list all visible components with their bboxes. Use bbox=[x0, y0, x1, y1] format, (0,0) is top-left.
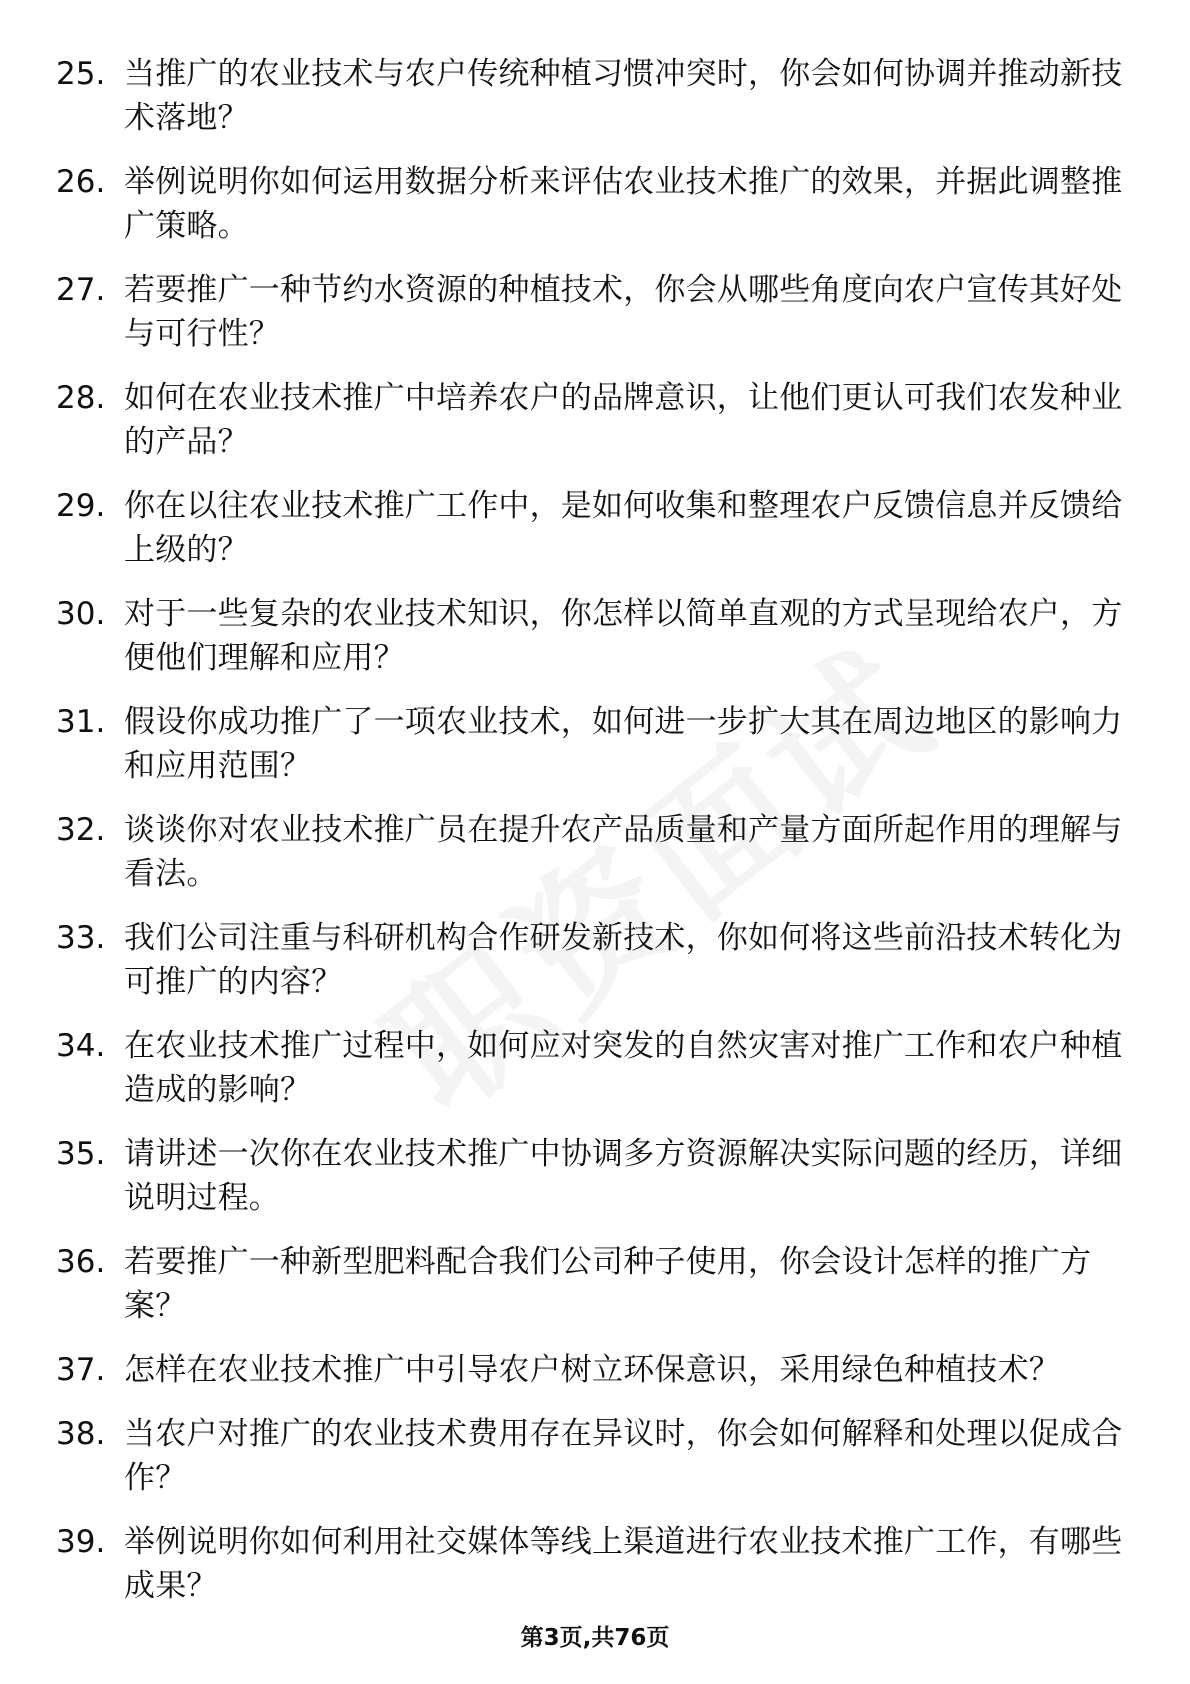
question-number: 33. bbox=[56, 920, 106, 956]
question-number: 38. bbox=[56, 1416, 106, 1452]
question-text: 请讲述一次你在农业技术推广中协调多方资源解决实际问题的经历，详细说明过程。 bbox=[124, 1136, 1123, 1216]
question-item-28 bbox=[56, 376, 1126, 464]
question-number: 36. bbox=[56, 1244, 106, 1280]
question-item-37 bbox=[56, 1348, 1126, 1392]
question-number: 30. bbox=[56, 596, 106, 632]
question-text: 我们公司注重与科研机构合作研发新技术，你如何将这些前沿技术转化为可推广的内容？ bbox=[124, 920, 1123, 1000]
question-text: 当农户对推广的农业技术费用存在异议时，你会如何解释和处理以促成合作？ bbox=[124, 1416, 1123, 1496]
question-item-32 bbox=[56, 808, 1126, 896]
question-text: 当推广的农业技术与农户传统种植习惯冲突时，你会如何协调并推动新技术落地？ bbox=[124, 56, 1123, 136]
question-item-26 bbox=[56, 160, 1126, 248]
question-item-33 bbox=[56, 916, 1126, 1004]
question-number: 29. bbox=[56, 488, 106, 524]
question-item-25 bbox=[56, 52, 1126, 140]
question-text: 假设你成功推广了一项农业技术，如何进一步扩大其在周边地区的影响力和应用范围？ bbox=[124, 704, 1123, 784]
question-text: 怎样在农业技术推广中引导农户树立环保意识，采用绿色种植技术？ bbox=[124, 1352, 1060, 1388]
question-item-27 bbox=[56, 268, 1126, 356]
question-text: 若要推广一种新型肥料配合我们公司种子使用，你会设计怎样的推广方案？ bbox=[124, 1244, 1092, 1324]
question-item-34 bbox=[56, 1024, 1126, 1112]
question-text: 举例说明你如何运用数据分析来评估农业技术推广的效果，并据此调整推广策略。 bbox=[124, 164, 1123, 244]
question-text: 举例说明你如何利用社交媒体等线上渠道进行农业技术推广工作，有哪些成果？ bbox=[124, 1524, 1123, 1604]
page-footer: 第3页,共76页 bbox=[520, 1625, 670, 1651]
question-number: 28. bbox=[56, 380, 106, 416]
question-text: 谈谈你对农业技术推广员在提升农产品质量和产量方面所起作用的理解与看法。 bbox=[124, 812, 1123, 892]
question-item-39 bbox=[56, 1520, 1126, 1608]
question-number: 26. bbox=[56, 164, 106, 200]
question-item-36 bbox=[56, 1240, 1126, 1328]
question-number: 27. bbox=[56, 272, 106, 308]
question-text: 你在以往农业技术推广工作中，是如何收集和整理农户反馈信息并反馈给上级的？ bbox=[124, 488, 1123, 568]
question-item-29 bbox=[56, 484, 1126, 572]
question-number: 37. bbox=[56, 1352, 106, 1388]
question-text: 在农业技术推广过程中，如何应对突发的自然灾害对推广工作和农户种植造成的影响？ bbox=[124, 1028, 1123, 1108]
question-number: 31. bbox=[56, 704, 106, 740]
question-number: 32. bbox=[56, 812, 106, 848]
question-text: 如何在农业技术推广中培养农户的品牌意识，让他们更认可我们农发种业的产品？ bbox=[124, 380, 1123, 460]
question-item-35 bbox=[56, 1132, 1126, 1220]
question-item-31 bbox=[56, 700, 1126, 788]
question-text: 若要推广一种节约水资源的种植技术，你会从哪些角度向农户宣传其好处与可行性？ bbox=[124, 272, 1123, 352]
question-number: 34. bbox=[56, 1028, 106, 1064]
question-number: 25. bbox=[56, 56, 106, 92]
question-item-30 bbox=[56, 592, 1126, 680]
question-item-38 bbox=[56, 1412, 1126, 1500]
question-list bbox=[56, 52, 1126, 1628]
question-number: 35. bbox=[56, 1136, 106, 1172]
question-number: 39. bbox=[56, 1524, 106, 1560]
question-text: 对于一些复杂的农业技术知识，你怎样以简单直观的方式呈现给农户，方便他们理解和应用？ bbox=[124, 596, 1123, 676]
